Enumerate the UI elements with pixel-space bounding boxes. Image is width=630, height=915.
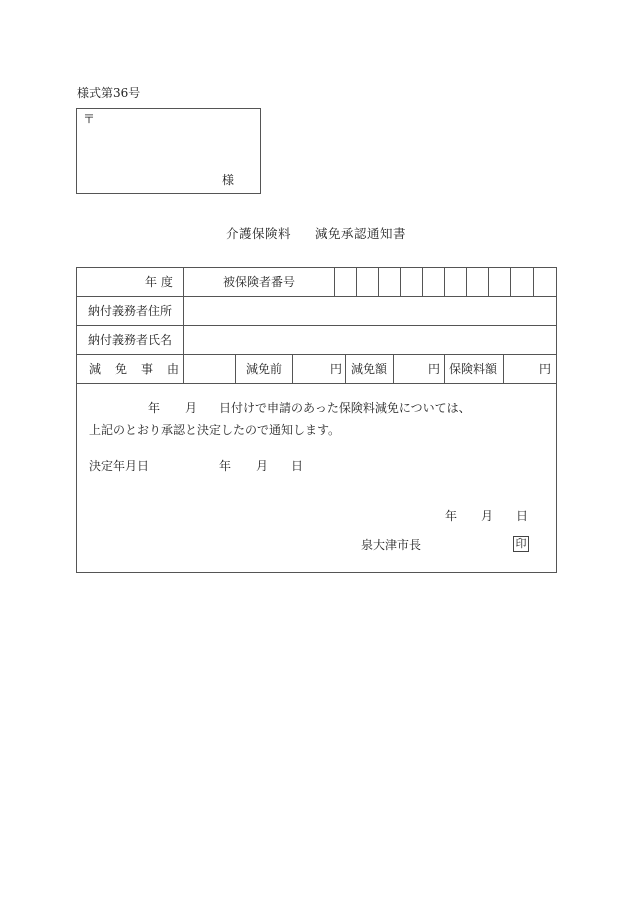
notice-line-1: 日付けで申請のあった保険料減免については、: [219, 401, 471, 415]
reduction-amount-label: 減免額: [351, 362, 388, 376]
col-divider: [444, 354, 445, 383]
application-year: 年: [148, 401, 161, 415]
premium-amount-label: 保険料額: [449, 362, 498, 376]
payer-name-input[interactable]: [184, 326, 556, 354]
honorific-sama: 様: [222, 173, 235, 187]
reduction-reason-label: 減免事由: [89, 362, 194, 376]
issue-year: 年: [445, 509, 458, 523]
decision-month: 月: [256, 459, 269, 473]
decision-year: 年: [219, 459, 232, 473]
col-divider: [393, 354, 394, 383]
payer-address-input[interactable]: [184, 297, 556, 325]
row-divider: [76, 383, 556, 384]
before-reduction-label: 減免前: [246, 362, 283, 376]
decision-date-label: 決定年月日: [89, 459, 150, 473]
premium-amount-unit: 円: [539, 362, 552, 376]
issue-month: 月: [481, 509, 494, 523]
row-divider: [76, 354, 556, 355]
insured-number-label: 被保険者番号: [223, 275, 296, 289]
reduction-amount-unit: 円: [428, 362, 441, 376]
notice-line-2: 上記のとおり承認と決定したので通知します。: [89, 423, 341, 437]
insured-number-input[interactable]: [335, 268, 556, 296]
recipient-address-box[interactable]: [76, 108, 261, 194]
title-part-2: 減免承認通知書: [315, 226, 407, 241]
col-divider: [235, 354, 236, 383]
postal-mark-icon: 〒: [83, 112, 96, 126]
decision-day: 日: [291, 459, 304, 473]
title-part-1: 介護保険料: [226, 226, 292, 241]
issuer-name: 泉大津市長: [361, 538, 422, 552]
payer-name-label: 納付義務者氏名: [88, 333, 173, 347]
reduction-reason-input[interactable]: [184, 355, 235, 383]
issue-day: 日: [516, 509, 529, 523]
col-divider: [503, 354, 504, 383]
col-divider: [345, 354, 346, 383]
application-month: 月: [185, 401, 198, 415]
form-number: 様式第36号: [77, 86, 141, 100]
payer-address-label: 納付義務者住所: [88, 304, 173, 318]
col-divider: [292, 354, 293, 383]
before-reduction-unit: 円: [330, 362, 343, 376]
fiscal-year-label: 年 度: [145, 275, 173, 289]
document-title: [226, 224, 406, 242]
seal-icon: 印: [513, 536, 529, 552]
